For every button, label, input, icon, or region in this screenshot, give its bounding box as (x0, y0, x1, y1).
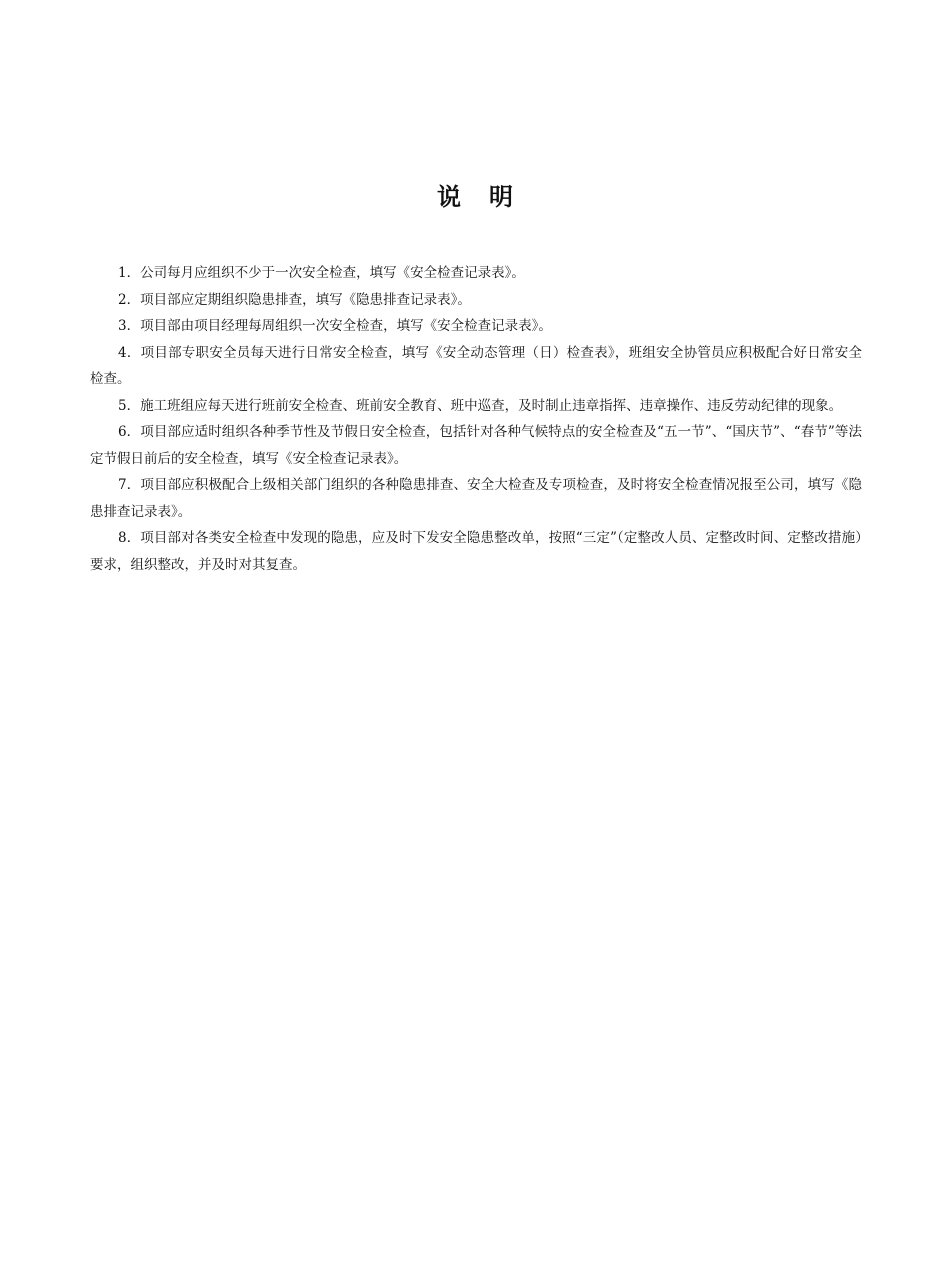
instruction-item-1: 1．公司每月应组织不少于一次安全检查，填写《安全检查记录表》。 (118, 265, 525, 281)
instruction-item-8: 8．项目部对各类安全检查中发现的隐患，应及时下发安全隐患整改单，按照“三定”（定整改人员、定整改时间、定整改措施）要求，组织整改，并及时对其复查。 (90, 530, 862, 573)
instruction-item-4: 4．项目部专职安全员每天进行日常安全检查，填写《安全动态管理（日）检查表》，班组安全协管员应积极配合好日常安全检查。 (90, 344, 862, 387)
instruction-list (90, 260, 862, 578)
instruction-item-2: 2．项目部应定期组织隐患排查，填写《隐患排查记录表》。 (118, 291, 471, 308)
page-title: 说明 (437, 182, 541, 211)
instruction-item-3: 3．项目部由项目经理每周组织一次安全检查，填写《安全检查记录表》。 (118, 318, 552, 334)
instruction-item-5: 5．施工班组应每天进行班前安全检查、班前安全教育、班中巡查，及时制止违章指挥、违章操作、违反劳动纪律的现象。 (118, 397, 843, 414)
instruction-item-6: 6．项目部应适时组织各种季节性及节假日安全检查，包括针对各种气候特点的安全检查及“五一节”、“国庆节”、“春节”等法定节假日前后的安全检查，填写《安全检查记录表》。 (90, 424, 862, 467)
instruction-item-7: 7．项目部应积极配合上级相关部门组织的各种隐患排查、安全大检查及专项检查，及时将安全检查情况报至公司，填写《隐患排查记录表》。 (90, 477, 862, 520)
